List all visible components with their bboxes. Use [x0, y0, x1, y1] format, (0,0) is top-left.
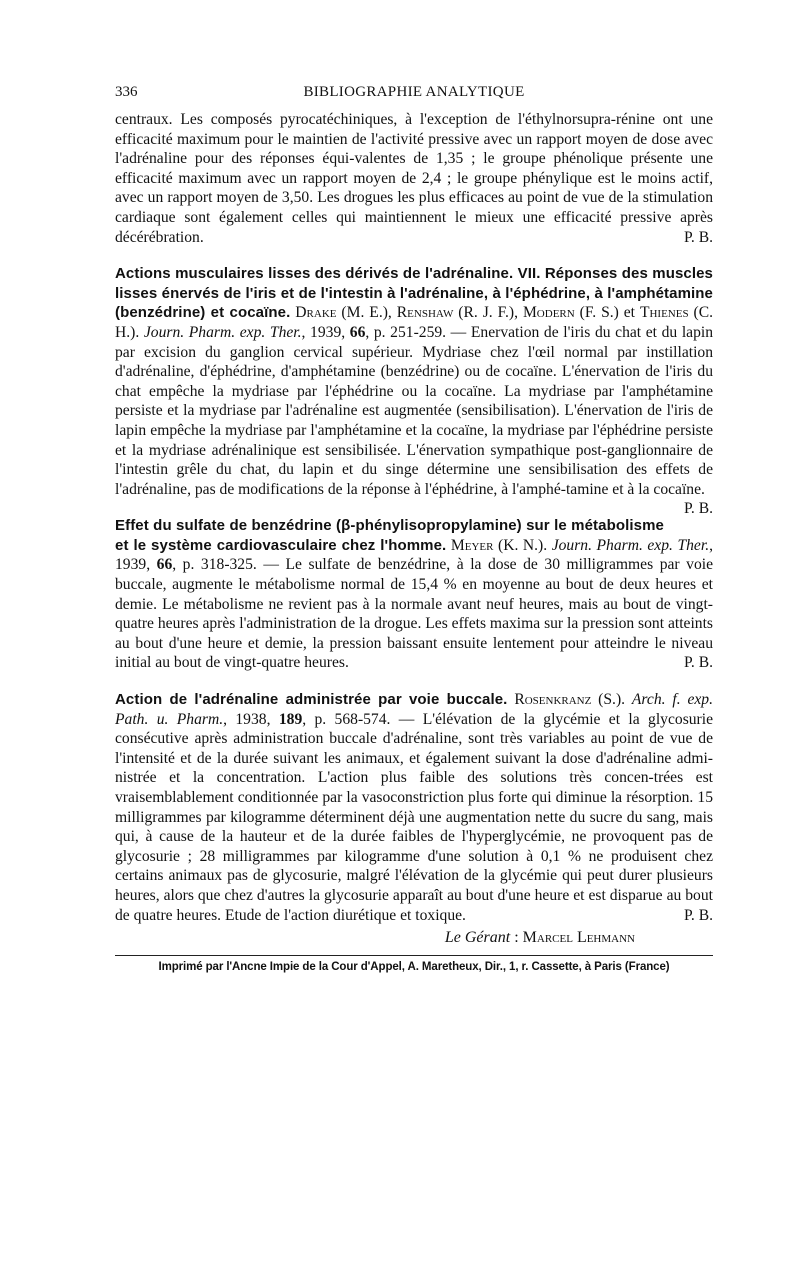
- intro-paragraph: [115, 110, 713, 247]
- entry-drake: [115, 264, 714, 518]
- entry-body: L'élévation de la glycémie et la glycosurie consécutive après administration buccale d'adrénaline, sont très variables au point de vue de l'intensité et de la durée suivant les animaux, et également suivant la dose d'adrénaline admi-nistrée et la concentration. L'action plus faible des solutions très concen-trées est vraisemblablement conditionnée par la vasoconstriction plus forte qui diminue la résorption. 15 milligrammes par kilogramme déterminent déjà une augmentation nette du sucre du sang, mais qui, à cause de la hauteur et de la durée faibles de l'hyperglycémie, ne provoquent pas de glycosurie ; 28 milligrammes par kilogramme d'une solution à 0,1 % ne produisent chez certains animaux pas de glycosurie, malgré l'élévation de la glycémie qui peut durer plusieurs heures, alors que chez d'autres la glycosurie apparaît au bout d'une heure et est disparue au bout de quatre heures. Etude de l'action diurétique et toxique.: [115, 710, 714, 924]
- entry-title: Actions musculaires lisses des dérivés de l'adrénaline. VII. Réponses des muscles lisses énervés de l'iris et de l'intestin à l'adrénaline, à l'éphédrine, à l'amphétamine (benzédrine) et cocaïne.: [115, 265, 713, 322]
- citation-year: , 1939,: [301, 323, 350, 341]
- author-initials: (C. H.).: [115, 304, 714, 341]
- author-name: Thienes: [639, 304, 689, 322]
- author-initials: (F. S.) et: [574, 304, 640, 322]
- entry-body: Le sulfate de benzédrine, à la dose de 30 milligrammes par voie buccale, augmente le métabolisme normal de 15,4 % en moyenne au bout de deux heures et demie. Le métabolisme ne revient pas à la normale avant neuf heures, mais au bout de vingt-quatre heures après l'administration de la drogue. Les effets maxima sur la pression sont atteints au bout d'une heure et demie, la pression baissant ensuite lentement pour atteindre le niveau initial au bout de vingt-quatre heures.: [115, 556, 714, 672]
- author-initials: (S.).: [591, 691, 632, 709]
- entry-title: Action de l'adrénaline administrée par voie buccale.: [115, 691, 508, 709]
- entry-meyer: [115, 516, 713, 673]
- printer-imprint: Imprimé par l'Ancne Impie de la Cour d'Appel, A. Maretheux, Dir., 1, r. Cassette, à Paris (France): [158, 961, 670, 974]
- citation-pages: , p. 251-259. —: [365, 323, 471, 341]
- citation-year: , 1938,: [223, 710, 279, 728]
- page-header: [115, 84, 713, 106]
- entry-body: Enervation de l'iris du chat et du lapin par excision du ganglion cervical supérieur. Mydriase chez l'œil normal par instillation d'adrénaline, d'éphédrine, d'amphétamine (benzédrine) ou de cocaïne. L'énervation de l'iris du chat empêche la mydriase par l'éphédrine ou la cocaïne. La mydriase par l'amphétamine persiste et la mydriase par l'adrénaline est augmentée (sensibilisation). L'énervation de l'iris de lapin empêche la mydriase par l'amphétamine et la cocaïne, la mydriase par l'éphédrine persiste et la mydriase adrénalinique est sensibilisée. L'énervation sympathique post-ganglionnaire de l'intestin grêle du chat, du lapin et du singe détermine une sensibilisation des effets de l'adrénaline, pas de modifications de la réponse à l'éphédrine, à l'amphé-tamine et à la cocaïne.: [115, 323, 713, 498]
- intro-text: centraux. Les composés pyrocatéchiniques, à l'exception de l'éthylnorsupra-rénine ont une efficacité maximum pour le maintien de l'activité pressive avec un rapport moyen de dose avec l'adrénaline pour des réponses équi-valentes de 1,35 ; le groupe phénolique présente une efficacité maximum avec un rapport moyen de 2,4 ; le groupe phénylique est le moins actif, avec un rapport moyen de 3,50. Les drogues les plus efficaces au point de vue de la stimulation cardiaque sont également celles qui maintiennent le mieux une efficacité pressive après décérébration.: [115, 111, 713, 246]
- author-name: Modern: [522, 304, 575, 322]
- intro-signature: P. B.: [683, 228, 713, 246]
- citation-pages: , p. 318-325. —: [172, 556, 286, 574]
- author-initials: (M. E.),: [336, 304, 397, 322]
- journal-name: Journ. Pharm. exp. Ther.: [551, 536, 710, 554]
- entry-signature: P. B.: [683, 906, 713, 924]
- gerant-name: Marcel Lehmann: [522, 929, 635, 947]
- entry-signature: P. B.: [683, 654, 713, 672]
- gerant-line: [115, 929, 713, 947]
- citation-year: , 1939,: [115, 536, 713, 574]
- author-name: Drake: [295, 304, 337, 322]
- author-name: Renshaw: [396, 304, 454, 322]
- gerant-separator: :: [510, 929, 523, 947]
- journal-name: Arch. f. exp. Path. u. Pharm.: [115, 691, 713, 728]
- gerant-label: Le Gérant: [444, 929, 511, 947]
- citation-pages: , p. 568-574. —: [302, 710, 423, 728]
- author-name: Meyer: [450, 536, 494, 554]
- footer-divider: [115, 955, 713, 956]
- running-title: BIBLIOGRAPHIE ANALYTIQUE: [303, 84, 525, 100]
- citation-volume: 66: [349, 323, 366, 341]
- entry-signature: P. B.: [683, 500, 713, 518]
- journal-name: Journ. Pharm. exp. Ther.: [143, 323, 302, 341]
- citation-volume: 189: [278, 710, 303, 728]
- page: [115, 84, 713, 973]
- page-number: 336: [115, 84, 138, 100]
- author-initials: (R. J. F.),: [453, 304, 523, 322]
- author-initials: (K. N.).: [493, 536, 552, 554]
- entry-title: Effet du sulfate de benzédrine (β-phénylisopropylamine) sur le métabolisme et le système cardiovasculaire chez l'homme.: [115, 517, 664, 554]
- author-name: Rosenkranz: [514, 691, 592, 709]
- entry-rosenkranz: [115, 690, 713, 925]
- citation-volume: 66: [156, 556, 173, 574]
